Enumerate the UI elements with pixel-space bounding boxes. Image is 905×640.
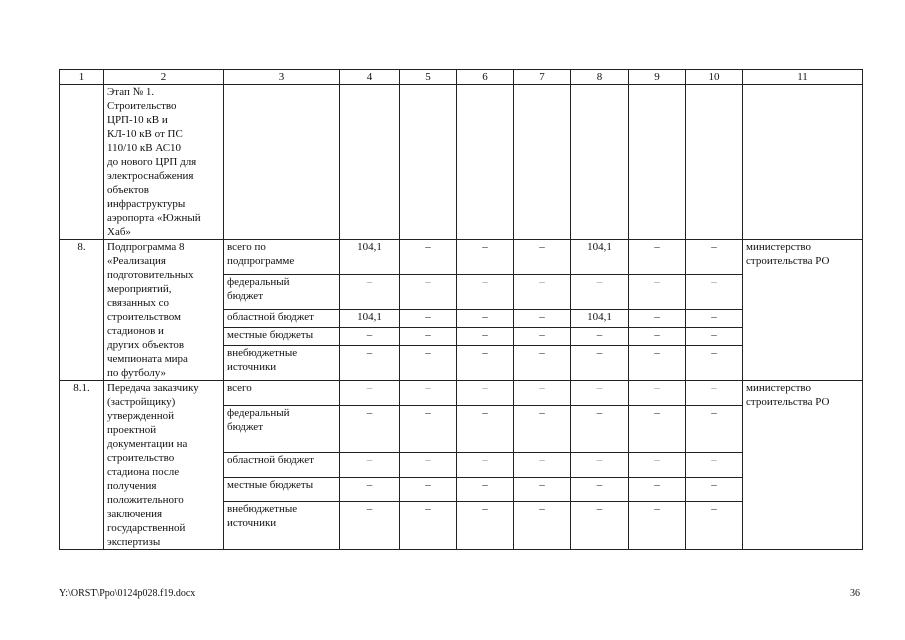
- value-cell: 104,1: [571, 240, 629, 275]
- value-cell: –: [457, 405, 514, 453]
- column-header: 2: [104, 70, 224, 85]
- value-cell: –: [457, 453, 514, 478]
- value-cell: –: [686, 502, 743, 550]
- value-cell: –: [686, 405, 743, 453]
- executor: министерство строительства РО: [743, 381, 863, 550]
- value-cell: –: [571, 453, 629, 478]
- value-cell: –: [514, 405, 571, 453]
- value-cell: –: [571, 327, 629, 345]
- value-cell: –: [514, 240, 571, 275]
- value-cell: –: [457, 502, 514, 550]
- measure-name: Подпрограмма 8 «Реализация подготовительных мероприятий, связанных со строительством стадионов и других объектов чемпионата мира по футболу»: [104, 240, 224, 381]
- executor: министерство строительства РО: [743, 240, 863, 381]
- value-cell: –: [686, 309, 743, 327]
- value-cell: –: [571, 477, 629, 502]
- value-cell: –: [400, 327, 457, 345]
- value-cell: –: [400, 240, 457, 275]
- file-path: Y:\ORST\Ppo\0124p028.f19.docx: [59, 588, 196, 599]
- value-cell: –: [400, 405, 457, 453]
- table-cell: [340, 85, 400, 240]
- value-cell: –: [514, 453, 571, 478]
- value-cell: –: [629, 502, 686, 550]
- table-cell: [686, 85, 743, 240]
- value-cell: –: [340, 274, 400, 309]
- row-number: 8.: [60, 240, 104, 381]
- value-cell: –: [686, 346, 743, 381]
- table-cell: [224, 85, 340, 240]
- value-cell: –: [571, 346, 629, 381]
- value-cell: –: [686, 477, 743, 502]
- table-row: [60, 381, 863, 406]
- value-cell: –: [686, 453, 743, 478]
- value-cell: –: [514, 346, 571, 381]
- table-cell: [457, 85, 514, 240]
- funding-source: внебюджетные источники: [224, 502, 340, 550]
- value-cell: –: [457, 346, 514, 381]
- column-header: 11: [743, 70, 863, 85]
- column-header: 8: [571, 70, 629, 85]
- value-cell: –: [400, 274, 457, 309]
- value-cell: –: [686, 381, 743, 406]
- value-cell: –: [457, 327, 514, 345]
- page-number: 36: [850, 588, 860, 599]
- value-cell: –: [629, 346, 686, 381]
- funding-source: всего: [224, 381, 340, 406]
- value-cell: –: [571, 381, 629, 406]
- value-cell: –: [457, 309, 514, 327]
- table-row: [60, 85, 863, 240]
- funding-source: местные бюджеты: [224, 477, 340, 502]
- stage-name: Этап № 1. Строительство ЦРП-10 кВ и КЛ-10 кВ от ПС 110/10 кВ АС10 до нового ЦРП для электроснабжения объектов инфраструктуры аэропорта «Южный Хаб»: [104, 85, 224, 240]
- value-cell: –: [340, 477, 400, 502]
- value-cell: –: [514, 477, 571, 502]
- column-header: 3: [224, 70, 340, 85]
- value-cell: –: [457, 477, 514, 502]
- table-cell: [571, 85, 629, 240]
- value-cell: –: [400, 502, 457, 550]
- value-cell: 104,1: [340, 240, 400, 275]
- value-cell: –: [340, 346, 400, 381]
- value-cell: –: [629, 405, 686, 453]
- value-cell: –: [571, 274, 629, 309]
- table-row: [60, 240, 863, 275]
- funding-source: всего по подпрограмме: [224, 240, 340, 275]
- column-header: 7: [514, 70, 571, 85]
- table-cell: [743, 85, 863, 240]
- value-cell: –: [400, 346, 457, 381]
- funding-source: местные бюджеты: [224, 327, 340, 345]
- value-cell: –: [457, 381, 514, 406]
- funding-source: областной бюджет: [224, 309, 340, 327]
- value-cell: –: [457, 240, 514, 275]
- column-header: 4: [340, 70, 400, 85]
- value-cell: 104,1: [340, 309, 400, 327]
- funding-source: федеральный бюджет: [224, 274, 340, 309]
- value-cell: –: [514, 274, 571, 309]
- value-cell: –: [400, 477, 457, 502]
- value-cell: –: [629, 453, 686, 478]
- value-cell: –: [400, 309, 457, 327]
- column-header: 5: [400, 70, 457, 85]
- table-cell: [400, 85, 457, 240]
- value-cell: –: [686, 274, 743, 309]
- column-header: 1: [60, 70, 104, 85]
- value-cell: –: [340, 381, 400, 406]
- value-cell: –: [340, 405, 400, 453]
- value-cell: –: [514, 309, 571, 327]
- header-row: [60, 70, 863, 85]
- value-cell: –: [629, 240, 686, 275]
- value-cell: –: [340, 502, 400, 550]
- budget-table: [59, 69, 863, 550]
- value-cell: –: [340, 453, 400, 478]
- column-header: 6: [457, 70, 514, 85]
- value-cell: –: [686, 327, 743, 345]
- value-cell: –: [457, 274, 514, 309]
- value-cell: –: [571, 405, 629, 453]
- column-header: 9: [629, 70, 686, 85]
- value-cell: –: [629, 309, 686, 327]
- value-cell: 104,1: [571, 309, 629, 327]
- value-cell: –: [571, 502, 629, 550]
- value-cell: –: [400, 453, 457, 478]
- value-cell: –: [629, 274, 686, 309]
- value-cell: –: [400, 381, 457, 406]
- row-number: 8.1.: [60, 381, 104, 550]
- value-cell: –: [629, 381, 686, 406]
- value-cell: –: [629, 327, 686, 345]
- table-cell: [60, 85, 104, 240]
- table-cell: [514, 85, 571, 240]
- column-header: 10: [686, 70, 743, 85]
- value-cell: –: [340, 327, 400, 345]
- value-cell: –: [514, 502, 571, 550]
- value-cell: –: [514, 327, 571, 345]
- funding-source: областной бюджет: [224, 453, 340, 478]
- value-cell: –: [514, 381, 571, 406]
- measure-name: Передача заказчику (застройщику) утвержденной проектной документации на строительство стадиона после получения положительного заключения государственной экспертизы: [104, 381, 224, 550]
- funding-source: федеральный бюджет: [224, 405, 340, 453]
- value-cell: –: [629, 477, 686, 502]
- funding-source: внебюджетные источники: [224, 346, 340, 381]
- table-cell: [629, 85, 686, 240]
- value-cell: –: [686, 240, 743, 275]
